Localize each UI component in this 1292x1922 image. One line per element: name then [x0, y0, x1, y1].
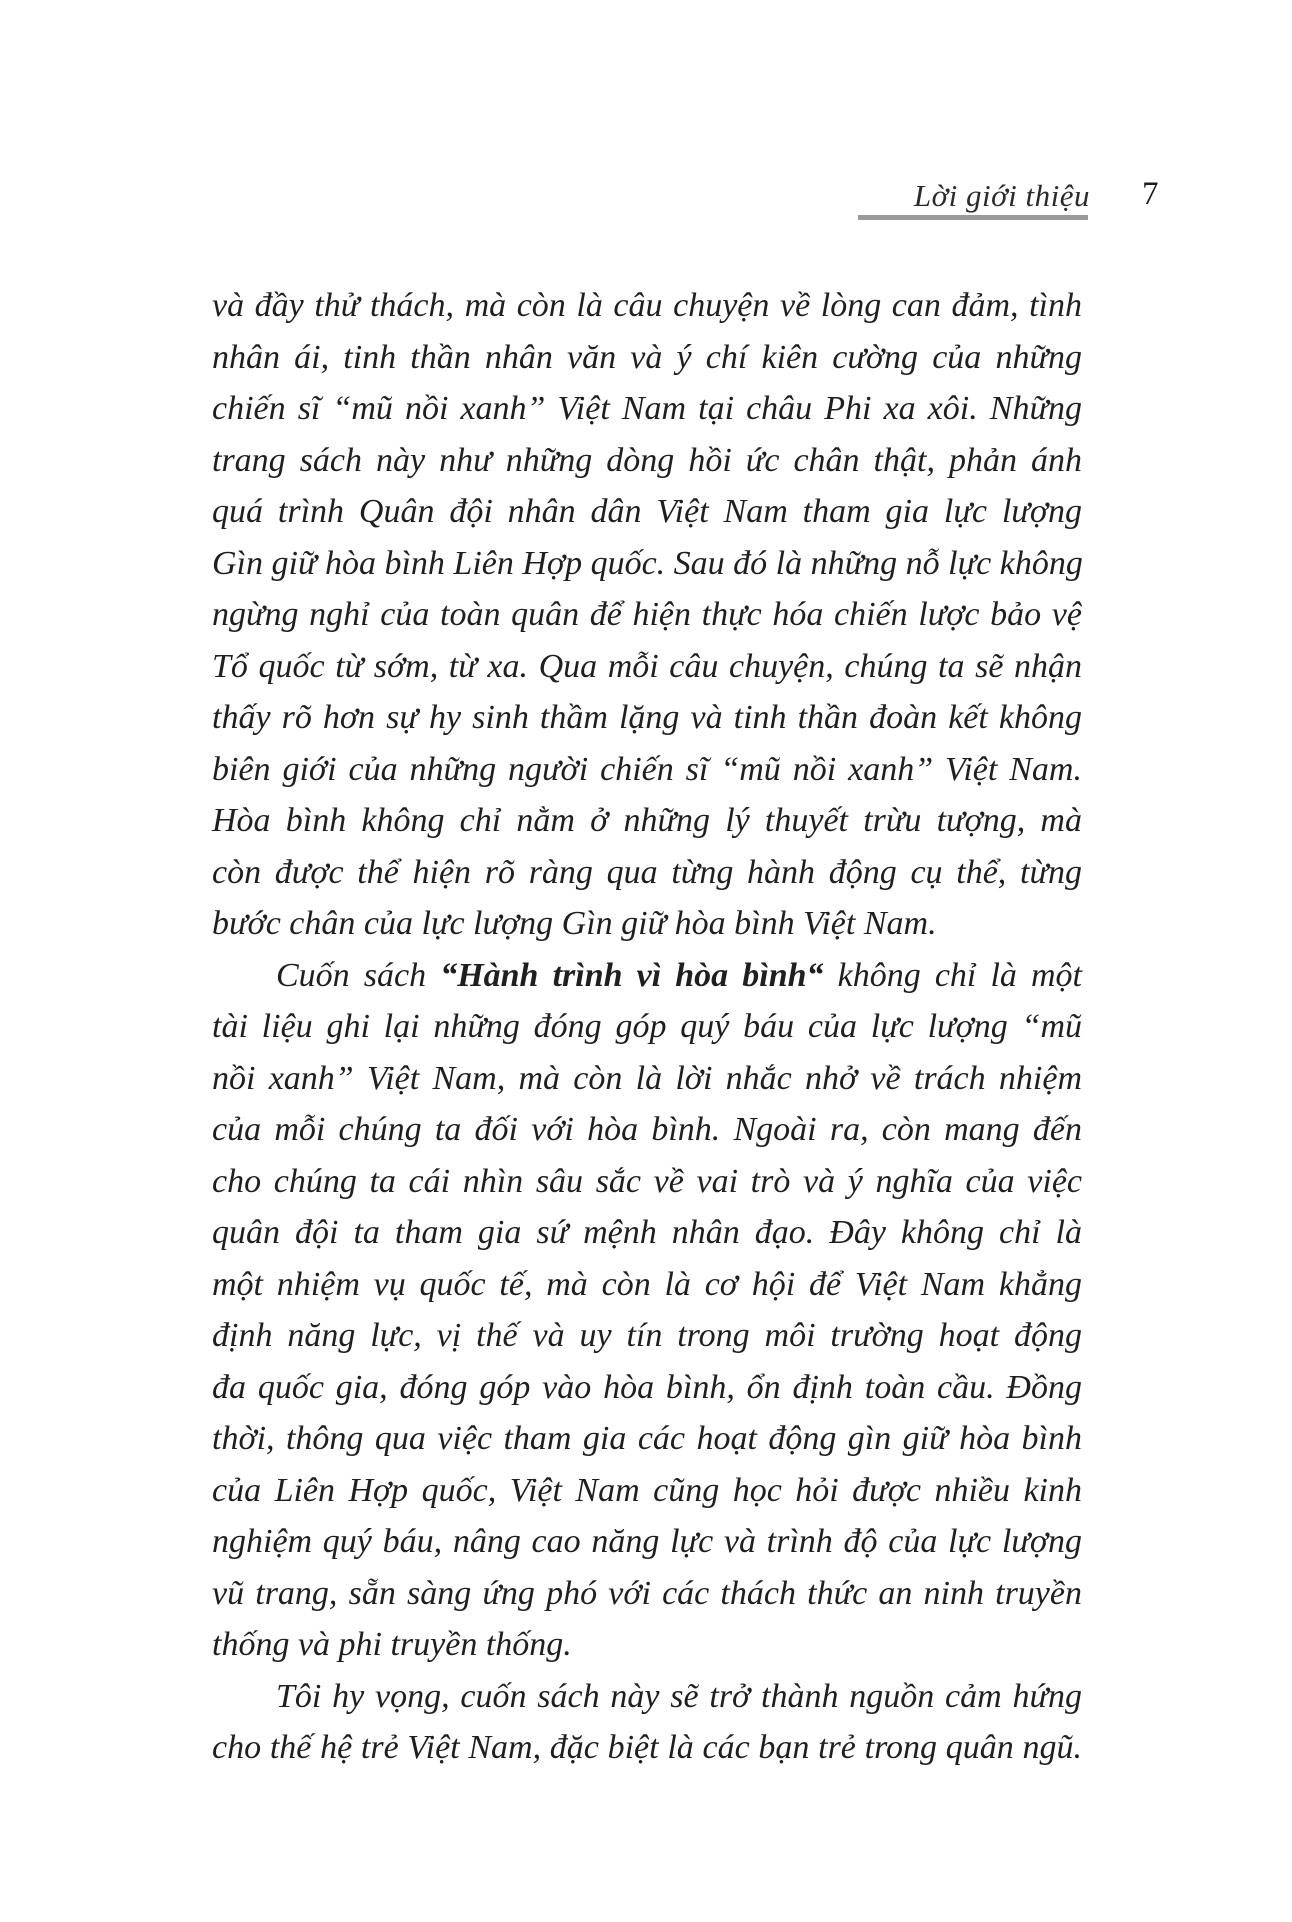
text-line: nhân ái, tinh thần nhân văn và ý chí kiên cường của những: [212, 338, 1082, 376]
text-line: còn được thể hiện rõ ràng qua từng hành động cụ thể, từng: [212, 853, 1082, 891]
paragraph-3: [212, 1671, 1082, 1774]
text-line: thời, thông qua việc tham gia các hoạt động gìn giữ hòa bình: [212, 1420, 1082, 1457]
text-line: và đầy thử thách, mà còn là câu chuyện về lòng can đảm, tình: [212, 287, 1082, 324]
text-line: một nhiệm vụ quốc tế, mà còn là cơ hội để Việt Nam khẳng: [212, 1265, 1082, 1303]
text-run: không chỉ là một: [823, 956, 1083, 994]
text-line: bước chân của lực lượng Gìn giữ hòa bình Việt Nam.: [212, 905, 937, 942]
text-line: nghiệm quý báu, nâng cao năng lực và trình độ của lực lượng: [212, 1523, 1082, 1560]
text-line: thấy rõ hơn sự hy sinh thầm lặng và tinh thần đoàn kết không: [212, 699, 1082, 736]
text-line: Hòa bình không chỉ nằm ở những lý thuyết trừu tượng, mà: [212, 802, 1082, 839]
running-title: Lời giới thiệu: [913, 178, 1090, 213]
text-line: cho chúng ta cái nhìn sâu sắc về vai trò và ý nghĩa của việc: [212, 1162, 1082, 1200]
text-line: trang sách này như những dòng hồi ức chân thật, phản ánh: [212, 441, 1082, 479]
body-text: [212, 280, 1082, 1774]
text-line: [212, 950, 1082, 1002]
text-line: chiến sĩ “mũ nồi xanh” Việt Nam tại châu Phi xa xôi. Những: [212, 390, 1082, 427]
text-line: nồi xanh” Việt Nam, mà còn là lời nhắc nhở về trách nhiệm: [212, 1059, 1082, 1097]
text-line: biên giới của những người chiến sĩ “mũ nồi xanh” Việt Nam.: [212, 750, 1082, 788]
book-title: “Hành trình vì hòa bình“: [440, 956, 824, 994]
text-line: vũ trang, sẵn sàng ứng phó với các thách thức an ninh truyền: [212, 1574, 1082, 1612]
header-underline: [858, 215, 1088, 220]
text-line: Tôi hy vọng, cuốn sách này sẽ trở thành nguồn cảm hứng: [276, 1677, 1082, 1715]
text-line: Gìn giữ hòa bình Liên Hợp quốc. Sau đó là những nỗ lực không: [212, 544, 1083, 582]
text-line: cho thế hệ trẻ Việt Nam, đặc biệt là các bạn trẻ trong quân ngũ.: [212, 1729, 1082, 1766]
text-line: Tổ quốc từ sớm, từ xa. Qua mỗi câu chuyện, chúng ta sẽ nhận: [212, 647, 1082, 685]
text-line: quân đội ta tham gia sứ mệnh nhân đạo. Đây không chỉ là: [212, 1214, 1082, 1251]
text-line: tài liệu ghi lại những đóng góp quý báu của lực lượng “mũ: [212, 1008, 1082, 1045]
text-line: định năng lực, vị thế và uy tín trong môi trường hoạt động: [212, 1317, 1082, 1354]
text-line: của Liên Hợp quốc, Việt Nam cũng học hỏi được nhiều kinh: [212, 1471, 1082, 1509]
paragraph-2: [212, 950, 1082, 1671]
text-line: đa quốc gia, đóng góp vào hòa bình, ổn định toàn cầu. Đồng: [212, 1368, 1082, 1406]
paragraph-1: [212, 280, 1082, 950]
text-line: quá trình Quân đội nhân dân Việt Nam tham gia lực lượng: [212, 493, 1082, 530]
text-run: Cuốn sách: [276, 956, 441, 994]
text-line: thống và phi truyền thống.: [212, 1626, 572, 1663]
text-line: của mỗi chúng ta đối với hòa bình. Ngoài ra, còn mang đến: [212, 1111, 1082, 1148]
text-line: ngừng nghỉ của toàn quân để hiện thực hóa chiến lược bảo vệ: [212, 596, 1082, 633]
page-number: 7: [1142, 176, 1159, 212]
running-header: [850, 178, 1090, 228]
